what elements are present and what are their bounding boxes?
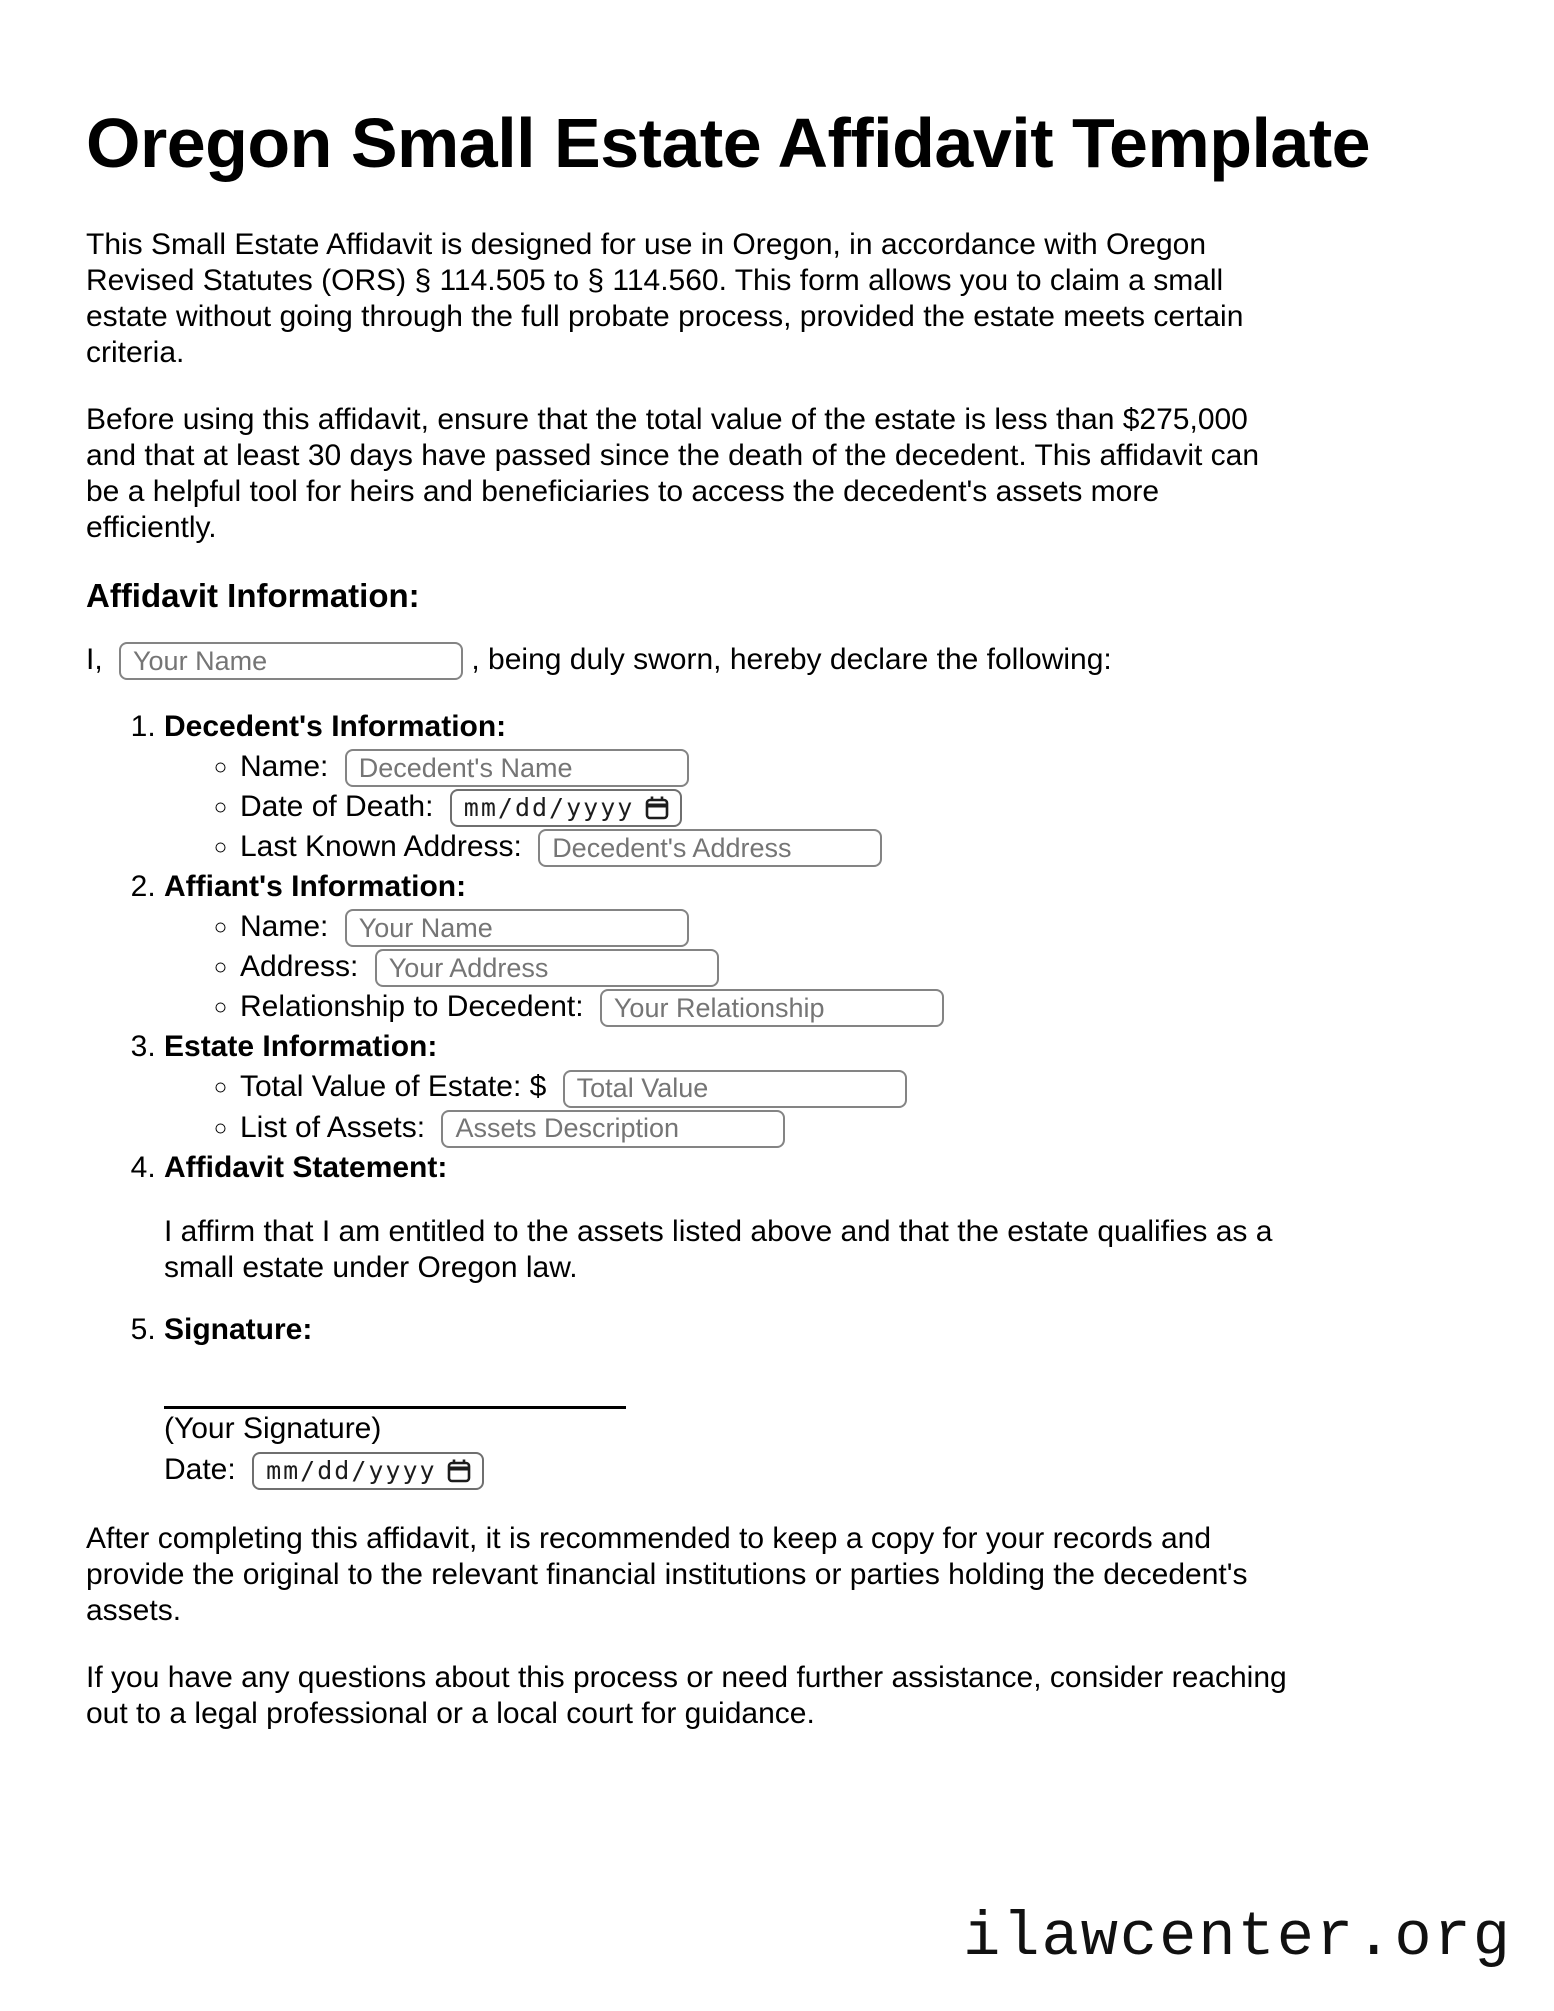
declaration-suffix: , being duly sworn, hereby declare the following: [471, 643, 1112, 676]
intro-paragraph: This Small Estate Affidavit is designed for use in Oregon, in accordance with Oregon Revised Statutes (ORS) § 114.505 to § 114.560. This form allows you to claim a small estate without going through the full probate process, provided the estate meets certain criteria. [86, 228, 1244, 369]
section-affiant [164, 867, 1498, 1027]
assets-input[interactable] [441, 1110, 785, 1148]
signature-date-input[interactable]: mm/dd/yyyy [252, 1452, 484, 1490]
section-signature [164, 1310, 1498, 1491]
affiant-name-top-input[interactable] [119, 642, 463, 680]
total-value-input[interactable] [563, 1070, 907, 1108]
declaration-line [86, 639, 1498, 681]
section-estate [164, 1027, 1498, 1147]
affiant-address-label: Address: [240, 950, 359, 984]
assets-row [240, 1108, 1498, 1148]
date-of-death-row [240, 787, 1498, 827]
decedent-address-input[interactable] [538, 829, 882, 867]
affiant-name-label: Name: [240, 910, 329, 944]
page-title: Oregon Small Estate Affidavit Template [86, 104, 1371, 182]
total-value-row [240, 1067, 1498, 1107]
affiant-address-input[interactable] [375, 949, 719, 987]
questions-paragraph: If you have any questions about this process or need further assistance, consider reaching out to a legal professional or a local court for guidance. [86, 1660, 1287, 1730]
after-completing-paragraph: After completing this affidavit, it is recommended to keep a copy for your records and provide the original to the relevant financial institutions or parties holding the decedent's assets. [86, 1521, 1248, 1627]
calendar-icon[interactable] [446, 1458, 472, 1484]
site-watermark: ilawcenter.org [963, 1902, 1512, 1973]
affiant-name-row [240, 907, 1498, 947]
decedent-name-label: Name: [240, 750, 329, 783]
relationship-row [240, 987, 1498, 1027]
assets-label: List of Assets: [240, 1110, 426, 1144]
date-of-death-input[interactable]: mm/dd/yyyy [450, 789, 682, 827]
decedent-name-row [240, 747, 1498, 787]
decedent-address-label: Last Known Address: [240, 830, 522, 864]
decedent-name-input[interactable] [345, 749, 689, 787]
signature-date-label: Date: [164, 1452, 236, 1486]
section-decedent [164, 707, 1498, 867]
section-statement [164, 1148, 1498, 1286]
section-affiant-title: Affiant's Information: [164, 870, 467, 904]
affidavit-statement-text: I affirm that I am entitled to the assets listed above and that the estate qualifies as a small estate under Oregon law. [164, 1214, 1273, 1284]
date-of-death-label: Date of Death: [240, 790, 434, 824]
section-statement-title: Affidavit Statement: [164, 1150, 448, 1184]
relationship-input[interactable] [600, 989, 944, 1027]
section-signature-title: Signature: [164, 1312, 313, 1346]
signature-caption: (Your Signature) [164, 1411, 382, 1445]
declaration-prefix: I, [86, 643, 103, 676]
before-using-paragraph: Before using this affidavit, ensure that the total value of the estate is less than $275,000 and that at least 30 days have passed since the death of the decedent. This affidavit can be a helpful tool for heirs and beneficiaries to access the decedent's assets more efficiently. [86, 403, 1260, 544]
section-estate-title: Estate Information: [164, 1030, 438, 1064]
total-value-label: Total Value of Estate: $ [240, 1070, 547, 1104]
relationship-label: Relationship to Decedent: [240, 990, 584, 1024]
affidavit-information-heading: Affidavit Information: [86, 577, 420, 614]
affiant-address-row [240, 947, 1498, 987]
calendar-icon[interactable] [644, 795, 670, 821]
signature-date-row [164, 1449, 1498, 1491]
affiant-name-input[interactable] [345, 909, 689, 947]
affidavit-sections-list [86, 707, 1498, 1491]
section-decedent-title: Decedent's Information: [164, 710, 507, 743]
decedent-address-row [240, 827, 1498, 867]
